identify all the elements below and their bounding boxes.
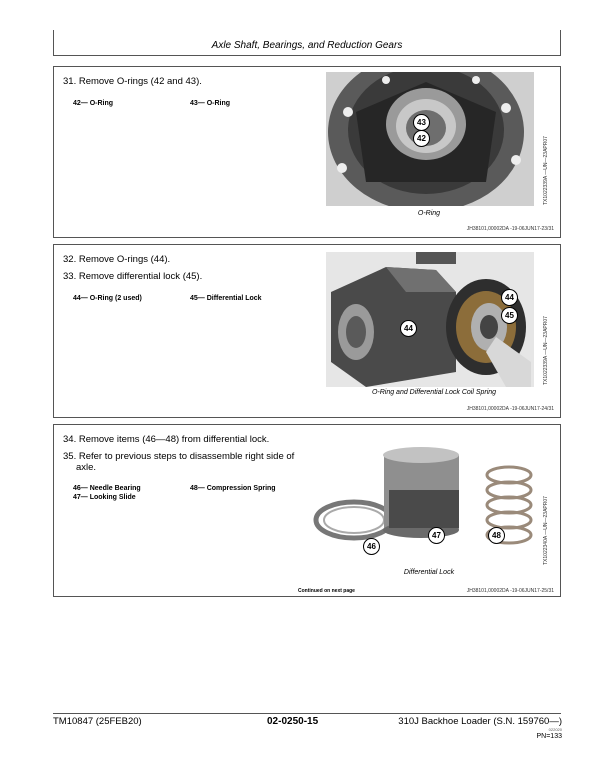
step-33: 33. Remove differential lock (45).	[63, 271, 203, 282]
procedure-section-2	[53, 244, 561, 418]
step-35: 35. Refer to previous steps to disassemble right side of	[63, 451, 295, 462]
reference-code: JH38101,00002DA -19-06JUN17-24/31	[466, 406, 554, 412]
continued-note: Continued on next page	[298, 588, 355, 594]
callout-46: 46	[363, 538, 380, 555]
procedure-section-3	[53, 424, 561, 597]
figure-code: TX1022339A —UN—23APR07	[543, 136, 549, 205]
section-title: Axle Shaft, Bearings, and Reduction Gears	[211, 40, 403, 51]
differential-lock-parts-photo	[309, 435, 534, 563]
legend-item: 48— Compression Spring	[190, 485, 276, 492]
machine-model: 310J Backhoe Loader (S.N. 159760—)	[398, 716, 562, 727]
callout-47: 47	[428, 527, 445, 544]
pn-number: PN=133	[536, 733, 562, 740]
callout-44: 44	[501, 289, 518, 306]
step-31: 31. Remove O-rings (42 and 43).	[63, 76, 202, 87]
legend-item: 42— O-Ring	[73, 100, 114, 107]
callout-45: 45	[501, 307, 518, 324]
manual-number: TM10847 (25FEB20)	[53, 716, 142, 727]
step-35-cont: axle.	[76, 462, 97, 473]
page-header	[53, 30, 561, 56]
callout-44: 44	[400, 320, 417, 337]
figure-code: TX1022339A —UN—23APR07	[543, 316, 549, 385]
figure-code: TX1022340A —UN—23APR07	[543, 496, 549, 565]
callout-48: 48	[488, 527, 505, 544]
procedure-section-1	[53, 66, 561, 238]
print-code: 022020	[548, 727, 562, 732]
reference-code: JH38101,00002DA -19-06JUN17-23/31	[466, 226, 554, 232]
o-ring-photo	[326, 72, 534, 206]
legend-item: 43— O-Ring	[190, 100, 231, 107]
reference-code: JH38101,00002DA -19-06JUN17-25/31	[466, 588, 554, 594]
figure-caption: O-Ring and Differential Lock Coil Spring	[371, 389, 497, 396]
callout-42: 42	[413, 130, 430, 147]
legend-item: 44— O-Ring (2 used)	[73, 295, 142, 302]
legend-item: 46— Needle Bearing	[73, 485, 141, 492]
step-34: 34. Remove items (46—48) from differential lock.	[63, 434, 270, 445]
step-32: 32. Remove O-rings (44).	[63, 254, 171, 265]
figure-caption: Differential Lock	[403, 569, 455, 576]
footer-divider	[53, 713, 561, 714]
legend-item: 45— Differential Lock	[190, 295, 262, 302]
figure-caption: O-Ring	[417, 210, 441, 217]
page-number: 02-0250-15	[267, 716, 319, 727]
legend-item: 47— Looking Slide	[73, 494, 136, 501]
callout-43: 43	[413, 114, 430, 131]
